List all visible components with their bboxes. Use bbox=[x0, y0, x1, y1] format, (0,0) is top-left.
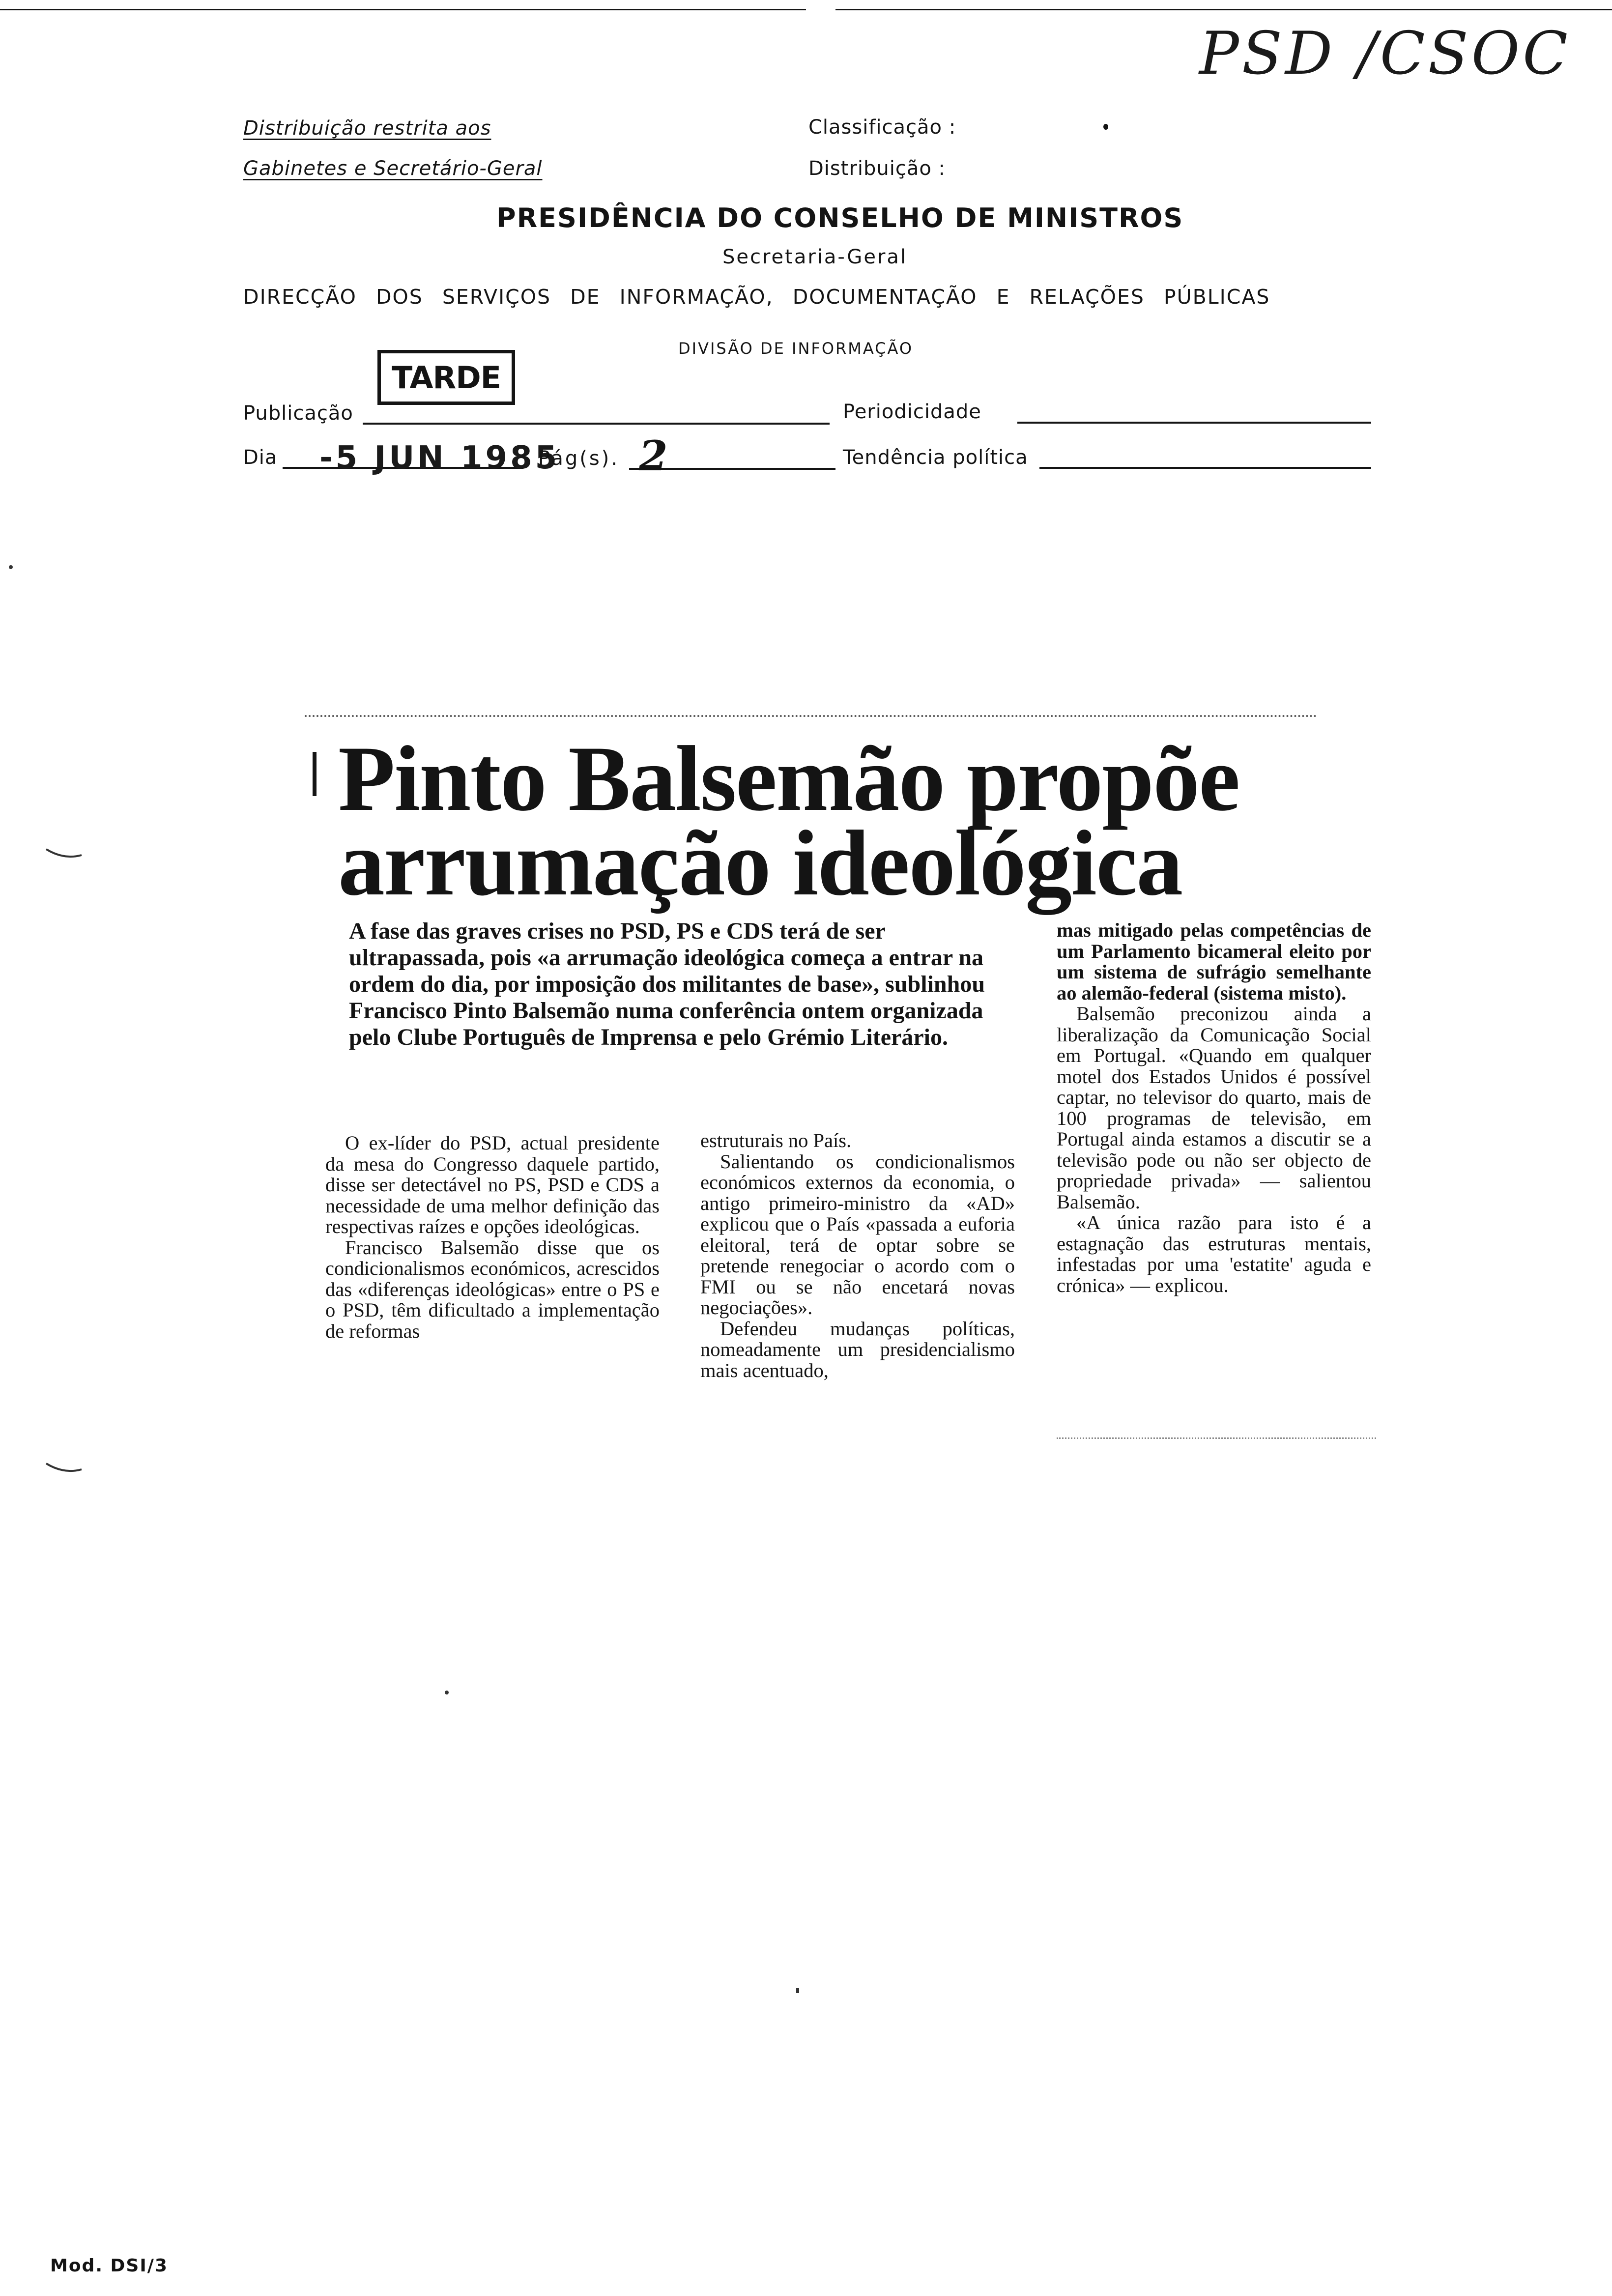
pags-label: Pág(s). bbox=[538, 447, 619, 470]
periodicidade-label: Periodicidade bbox=[843, 401, 981, 423]
dia-label: Dia bbox=[243, 446, 278, 469]
clipping-bottom-edge bbox=[1057, 1437, 1376, 1439]
top-rule-left bbox=[0, 9, 806, 10]
col1-paragraph-2: Francisco Balsemão disse que os condicionalismos económicos, acrescidos das «diferenças ideológicas» entre o PS e o PSD, têm dificultado a implementação de reformas bbox=[325, 1236, 660, 1342]
top-rule-right bbox=[835, 9, 1612, 10]
handwritten-reference: PSD /CSOC bbox=[1199, 20, 1571, 88]
headline-line-2: arrumação ideológica bbox=[338, 812, 1182, 915]
headline-line-1: Pinto Balsemão propõe bbox=[338, 727, 1239, 831]
article-lead: A fase das graves crises no PSD, PS e CDS terá de ser ultrapassada, pois «a arrumação ideológica começa a entrar na ordem do dia, por imposição dos militantes de base», sublinhou Francisco Pinto Balsemão numa conferência ontem organizada pelo Clube Português de Imprensa e pelo Grémio Literário. bbox=[349, 918, 985, 1050]
classificacao-label: Classificação : bbox=[808, 116, 956, 139]
publicacao-stamp: TARDE bbox=[391, 360, 501, 396]
col2-paragraph-2: Salientando os condicionalismos económicos externos da economia, o antigo primeiro-ministro da «AD» explicou que o País «passada a euforia eleitoral, terá de optar sobre se pretende renegociar o acordo com o FMI ou se não encetará novas negociações». bbox=[700, 1150, 1015, 1319]
distribuicao-label: Distribuição : bbox=[808, 157, 946, 180]
article-column-1 bbox=[325, 1133, 660, 1342]
scan-speck bbox=[445, 1691, 449, 1694]
periodicidade-line bbox=[1017, 422, 1371, 424]
clipping-top-edge bbox=[305, 715, 1317, 717]
classificacao-mark bbox=[1103, 124, 1108, 130]
scan-speck bbox=[796, 1988, 799, 1993]
restriction-line-2: Gabinetes e Secretário-Geral bbox=[243, 157, 543, 180]
model-reference: Mod. DSI/3 bbox=[50, 2256, 168, 2276]
col3-paragraph-1: mas mitigado pelas competências de um Parlamento bicameral eleito por um sistema de sufrágio semelhante ao alemão-federal (sistema misto). bbox=[1057, 919, 1371, 1004]
col1-paragraph-1: O ex-líder do PSD, actual presidente da mesa do Congresso daquele partido, disse ser detectável no PS, PSD e CDS a necessidade de uma melhor definição das respectivas raízes e opções ideológicas. bbox=[325, 1132, 660, 1237]
dia-stamp: -5 JUN 1985 bbox=[319, 440, 560, 476]
tendencia-line bbox=[1039, 467, 1371, 469]
col3-paragraph-3: «A única razão para isto é a estagnação das estruturas mentais, infestadas por uma 'estatite' aguda e crónica» — explicou. bbox=[1057, 1211, 1371, 1296]
col3-paragraph-2: Balsemão preconizou ainda a liberalização da Comunicação Social em Portugal. «Quando em qualquer motel dos Estados Unidos é possível captar, no televisor do quarto, mais de 100 programas de televisão, em Portugal ainda estamos a discutir se a televisão pode ou não ser objecto de propriedade privada» — salientou Balsemão. bbox=[1057, 1003, 1371, 1213]
left-margin-mark bbox=[44, 1460, 84, 1479]
organization-title: PRESIDÊNCIA DO CONSELHO DE MINISTROS bbox=[496, 202, 1184, 233]
restriction-line-1: Distribuição restrita aos bbox=[243, 117, 491, 140]
publicacao-line bbox=[363, 423, 830, 425]
article-column-2 bbox=[700, 1130, 1015, 1381]
scan-speck bbox=[9, 565, 13, 569]
direccao-servicos: DIRECÇÃO DOS SERVIÇOS DE INFORMAÇÃO, DOCUMENTAÇÃO E RELAÇÕES PÚBLICAS bbox=[243, 285, 1270, 309]
article-column-3 bbox=[1057, 920, 1371, 1296]
clipping-left-bar bbox=[313, 752, 317, 796]
tendencia-label: Tendência política bbox=[843, 446, 1028, 469]
col2-paragraph-1: estruturais no País. bbox=[700, 1129, 852, 1151]
divisao-informacao: DIVISÃO DE INFORMAÇÃO bbox=[678, 339, 914, 358]
publicacao-label: Publicação bbox=[243, 402, 353, 425]
pags-value: 2 bbox=[639, 431, 668, 480]
left-margin-mark bbox=[44, 845, 84, 865]
secretaria-geral: Secretaria-Geral bbox=[722, 246, 908, 268]
col2-paragraph-3: Defendeu mudanças políticas, nomeadamente um presidencialismo mais acentuado, bbox=[700, 1317, 1015, 1381]
